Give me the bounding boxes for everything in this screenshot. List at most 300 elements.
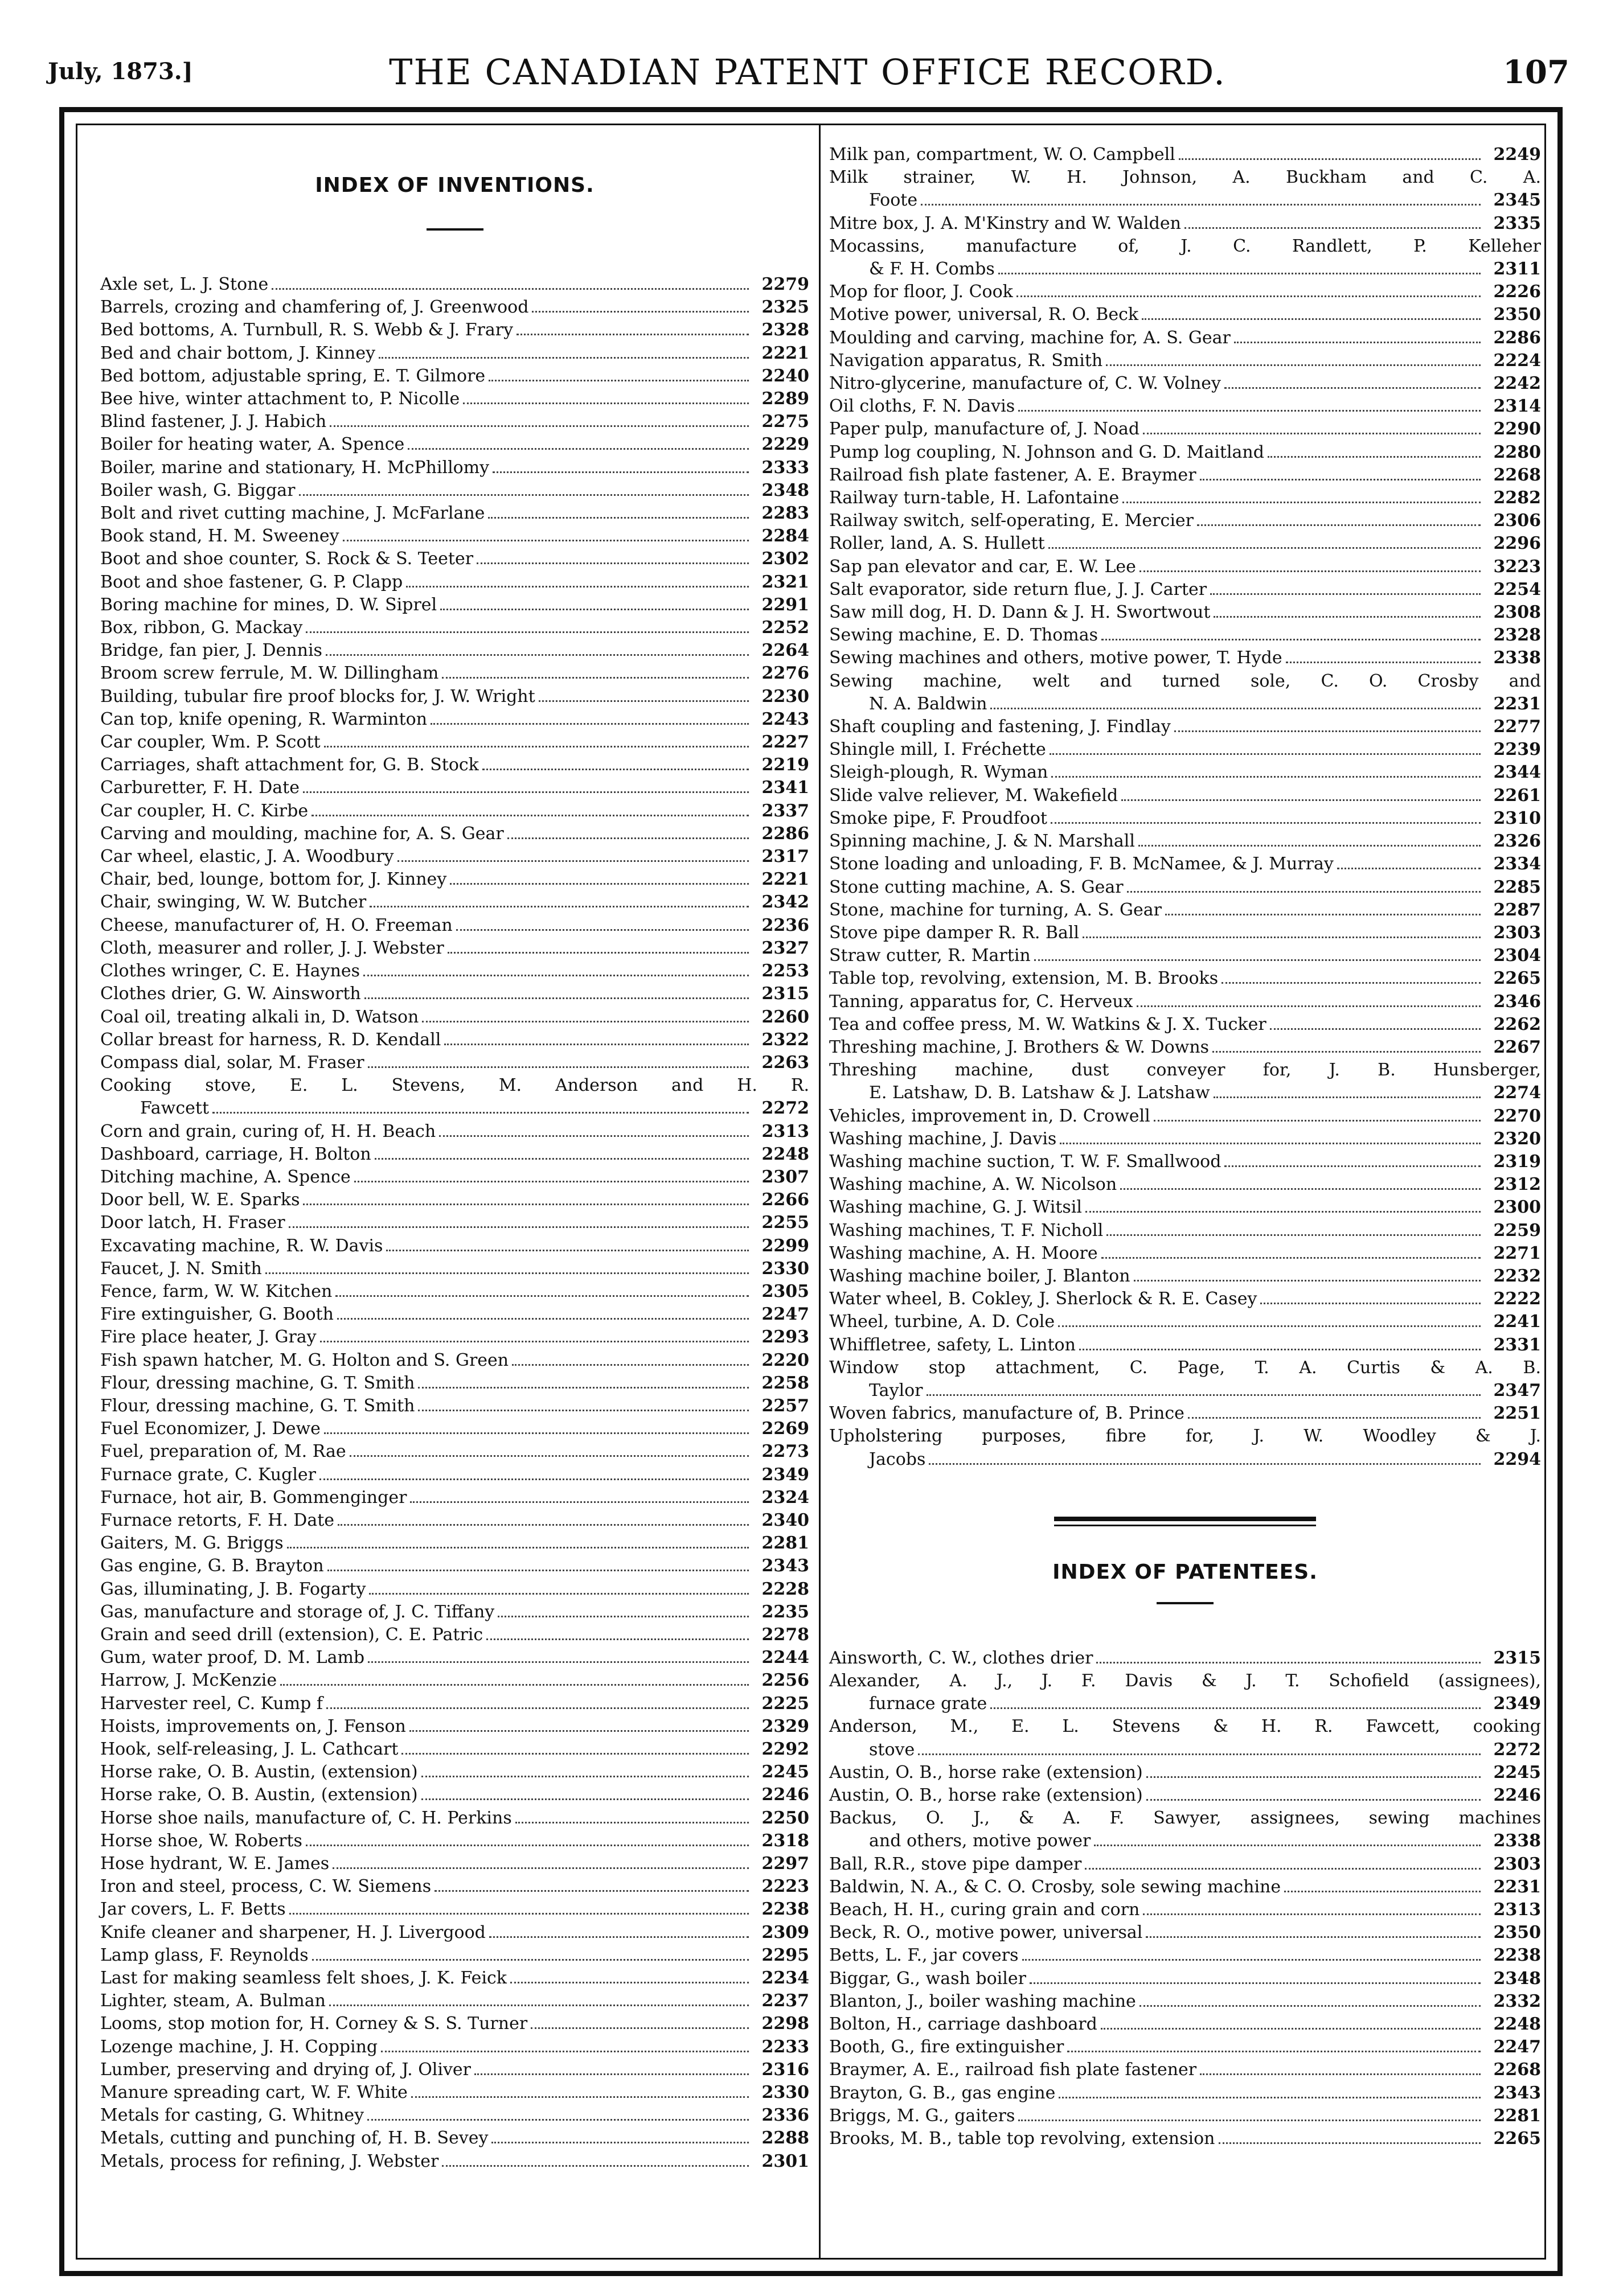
entry-line <box>829 1853 1541 1876</box>
entry-text: Boot and shoe counter, S. Rock & S. Teeter <box>100 549 474 569</box>
index-entry <box>829 738 1541 761</box>
dot-leader <box>440 609 749 610</box>
index-entry <box>829 1853 1541 1876</box>
dot-leader <box>1200 2073 1481 2075</box>
dot-leader <box>303 1204 749 1205</box>
entry-text: Metals, process for refining, J. Webster <box>100 2151 439 2171</box>
entry-line <box>100 2127 809 2150</box>
entry-line <box>829 372 1541 395</box>
index-entry <box>100 731 809 754</box>
entry-line <box>829 487 1541 510</box>
index-entry <box>829 510 1541 532</box>
patent-number: 2342 <box>761 892 809 913</box>
patent-number: 2280 <box>1493 442 1541 462</box>
entry-text: Milk pan, compartment, W. O. Campbell <box>829 145 1175 165</box>
patent-number: 2313 <box>1493 1900 1541 1920</box>
index-entry <box>100 1280 809 1303</box>
entry-line <box>100 937 809 960</box>
index-entry <box>100 1715 809 1738</box>
entry-text: Stone loading and unloading, F. B. McNamee, & J. Murray <box>829 854 1334 874</box>
entry-line <box>100 1761 809 1784</box>
index-entry <box>100 2104 809 2127</box>
dot-leader <box>1197 524 1481 526</box>
index-entry <box>829 1151 1541 1173</box>
entry-text: Milk strainer, W. H. Johnson, A. Buckham and C. A. <box>829 167 1541 188</box>
patent-number: 2293 <box>761 1327 809 1348</box>
index-entry <box>100 868 809 891</box>
entry-line <box>100 1006 809 1029</box>
index-entry <box>100 891 809 914</box>
patent-number: 2346 <box>1493 991 1541 1012</box>
index-entry <box>829 1647 1541 1670</box>
dot-leader <box>306 631 749 633</box>
dot-leader <box>1214 616 1481 618</box>
entry-text: Braymer, A. E., railroad fish plate fastener <box>829 2060 1197 2080</box>
dot-leader <box>1101 1257 1481 1259</box>
index-entry <box>100 1875 809 1898</box>
index-entry <box>100 1326 809 1349</box>
entry-line <box>100 1715 809 1738</box>
entry-text: Car wheel, elastic, J. A. Woodbury <box>100 847 394 867</box>
entry-line <box>829 2036 1541 2059</box>
patent-number: 2288 <box>761 2128 809 2149</box>
patent-number: 2265 <box>1493 2129 1541 2149</box>
entry-line <box>100 754 809 777</box>
index-entry <box>829 2127 1541 2150</box>
entry-text: Briggs, M. G., gaiters <box>829 2105 1015 2126</box>
entry-text: Stove pipe damper R. R. Ball <box>829 922 1080 943</box>
index-entry <box>100 1738 809 1761</box>
entry-text: Vehicles, improvement in, D. Crowell <box>829 1106 1150 1126</box>
entry-text: Washing machine suction, T. W. F. Smallwood <box>829 1151 1222 1172</box>
entry-text: Brooks, M. B., table top revolving, extension <box>829 2129 1215 2149</box>
dot-leader <box>410 1501 749 1503</box>
entry-text: Washing machine, A. H. Moore <box>829 1243 1098 1263</box>
entry-text: Lumber, preserving and drying of, J. Oliver <box>100 2059 472 2080</box>
entry-text: Anderson, M., E. L. Stevens & H. R. Fawcett, cooking <box>829 1716 1541 1737</box>
entry-text: Last for making seamless felt shoes, J. K. Feick <box>100 1968 507 1989</box>
entry-text: Water wheel, B. Cokley, J. Sherlock & R. E. Casey <box>829 1289 1257 1309</box>
entry-line <box>829 2105 1541 2127</box>
dot-leader <box>312 1959 749 1961</box>
page-number: 107 <box>1503 54 1569 91</box>
patent-number: 2224 <box>1493 350 1541 371</box>
patent-number: 2246 <box>761 1785 809 1805</box>
patent-number: 2237 <box>761 1991 809 2011</box>
entry-line <box>100 1372 809 1395</box>
patent-number: 2242 <box>1493 373 1541 394</box>
patent-number: 2221 <box>761 869 809 890</box>
entry-line <box>100 914 809 937</box>
entry-line <box>829 1968 1541 1990</box>
dot-leader <box>493 471 749 473</box>
entry-text: Fuel, preparation of, M. Rae <box>100 1441 346 1462</box>
entry-line <box>829 1311 1541 1333</box>
entry-line <box>829 1990 1541 2013</box>
dot-leader <box>1179 158 1481 160</box>
patent-number: 2301 <box>761 2151 809 2171</box>
patent-number: 2257 <box>761 1395 809 1416</box>
index-entry <box>100 2059 809 2081</box>
entry-text: Pump log coupling, N. Johnson and G. D. Maitland <box>829 442 1264 462</box>
patent-number: 2291 <box>761 594 809 615</box>
index-entry <box>100 1944 809 1967</box>
index-entry <box>100 1189 809 1211</box>
dot-leader <box>1138 845 1481 847</box>
dot-leader <box>1058 1325 1481 1327</box>
entry-text: Hook, self-releasing, J. L. Cathcart <box>100 1739 399 1759</box>
entry-text: Box, ribbon, G. Mackay <box>100 618 303 638</box>
dot-leader <box>367 2119 749 2121</box>
patent-number: 2282 <box>1493 488 1541 508</box>
entry-text: Boiler for heating water, A. Spence <box>100 434 405 455</box>
index-entry <box>100 1074 809 1120</box>
entry-continuation <box>829 1379 1541 1402</box>
entry-line <box>100 685 809 708</box>
patent-number: 2250 <box>761 1808 809 1828</box>
patent-number: 2222 <box>1493 1289 1541 1309</box>
entry-text: Jar covers, L. F. Betts <box>100 1899 286 1920</box>
dot-leader <box>329 2005 749 2006</box>
dot-leader <box>379 357 749 359</box>
patent-number: 2317 <box>761 847 809 867</box>
index-entry <box>829 830 1541 853</box>
patent-number: 2265 <box>1493 968 1541 989</box>
index-entry <box>100 1029 809 1052</box>
dot-leader <box>1106 364 1481 366</box>
patent-number: 2221 <box>761 343 809 363</box>
patent-number: 2349 <box>1493 1694 1541 1714</box>
entry-text: Faucet, J. N. Smith <box>100 1258 262 1279</box>
index-entry <box>100 662 809 685</box>
dot-leader <box>1079 1349 1481 1350</box>
index-entry <box>829 327 1541 350</box>
entry-line <box>829 738 1541 761</box>
patent-number: 2333 <box>761 457 809 478</box>
entry-line <box>829 1196 1541 1219</box>
index-entry <box>100 548 809 570</box>
entry-line <box>829 1242 1541 1265</box>
patent-number: 2324 <box>761 1487 809 1508</box>
index-entry <box>829 372 1541 395</box>
dot-leader <box>421 1798 749 1800</box>
entry-line <box>100 1601 809 1624</box>
entry-text: Dashboard, carriage, H. Bolton <box>100 1144 371 1164</box>
index-entry <box>829 166 1541 212</box>
patent-number: 2297 <box>761 1854 809 1874</box>
index-entry <box>100 1761 809 1784</box>
patent-number: 2274 <box>1493 1083 1541 1103</box>
index-of-patentees-title: INDEX OF PATENTEES. <box>1052 1560 1318 1584</box>
entry-line <box>829 212 1541 235</box>
patent-number: 2331 <box>1493 1334 1541 1355</box>
entry-line <box>829 1402 1541 1425</box>
patent-number: 2341 <box>761 778 809 798</box>
dot-leader <box>422 1021 749 1022</box>
entry-text: Shaft coupling and fastening, J. Findlay <box>829 717 1171 737</box>
right-column <box>829 125 1541 2150</box>
dot-leader <box>337 1318 749 1320</box>
index-entry <box>829 1265 1541 1288</box>
entry-text: Horse rake, O. B. Austin, (extension) <box>100 1762 418 1782</box>
entry-line <box>829 418 1541 441</box>
index-entry <box>100 1303 809 1326</box>
index-entry <box>829 556 1541 578</box>
patent-number: 2279 <box>761 274 809 294</box>
patent-number: 2245 <box>761 1762 809 1782</box>
entry-text: Harvester reel, C. Kump f <box>100 1693 323 1714</box>
dot-leader <box>1018 410 1481 412</box>
entry-text: Moulding and carving, machine for, A. S. Gear <box>829 327 1231 348</box>
entry-text: Lozenge machine, J. H. Copping <box>100 2036 378 2057</box>
entry-text: Boot and shoe fastener, G. P. Clapp <box>100 572 403 592</box>
index-entry <box>100 1120 809 1143</box>
dot-leader <box>1022 1959 1481 1961</box>
index-entry <box>829 1334 1541 1357</box>
entry-text: Salt evaporator, side return flue, J. J. Carter <box>829 579 1207 599</box>
dot-leader <box>327 1570 749 1571</box>
dot-leader <box>450 883 749 885</box>
patent-number: 2316 <box>761 2059 809 2080</box>
patent-number: 2245 <box>1493 1762 1541 1782</box>
entry-line <box>100 525 809 548</box>
entry-text: Carving and moulding, machine for, A. S. Gear <box>100 823 504 844</box>
entry-line <box>100 1029 809 1052</box>
entry-text: Sewing machine, E. D. Thomas <box>829 625 1098 646</box>
index-entry <box>100 479 809 502</box>
entry-line <box>100 1830 809 1853</box>
patent-number: 2332 <box>1493 1991 1541 2011</box>
index-entry <box>829 1196 1541 1219</box>
entry-text-continued: & F. H. Combs <box>869 259 995 280</box>
dot-leader <box>435 1890 749 1892</box>
dot-leader <box>370 906 749 907</box>
dot-leader <box>488 517 749 519</box>
patent-number: 2240 <box>761 365 809 386</box>
dot-leader <box>333 1867 749 1869</box>
dot-leader <box>369 1593 749 1595</box>
patent-number: 2335 <box>1493 213 1541 233</box>
entry-text: Boiler wash, G. Biggar <box>100 480 296 500</box>
dot-leader <box>1284 1891 1481 1892</box>
entry-line <box>100 1555 809 1578</box>
entry-text: Knife cleaner and sharpener, H. J. Livergood <box>100 1922 486 1942</box>
entry-text: Book stand, H. M. Sweeney <box>100 526 339 547</box>
entry-text: Furnace, hot air, B. Gommenginger <box>100 1487 407 1508</box>
index-entry <box>829 670 1541 716</box>
patent-number: 2347 <box>1493 1380 1541 1400</box>
entry-line <box>100 1211 809 1234</box>
entry-line <box>100 365 809 388</box>
patent-number: 2263 <box>761 1052 809 1073</box>
index-entry <box>100 457 809 479</box>
entry-text: Gum, water proof, D. M. Lamb <box>100 1648 365 1668</box>
entry-line <box>100 2036 809 2059</box>
entry-text: Flour, dressing machine, G. T. Smith <box>100 1395 415 1416</box>
dot-leader <box>1188 1417 1481 1419</box>
index-entry <box>100 639 809 662</box>
patent-number: 2239 <box>1493 740 1541 760</box>
entry-text: Metals for casting, G. Whitney <box>100 2105 364 2126</box>
index-entry <box>100 1532 809 1555</box>
entry-line <box>100 1052 809 1074</box>
entry-text: Broom screw ferrule, M. W. Dillingham <box>100 663 439 684</box>
entry-text: Corn and grain, curing of, H. H. Beach <box>100 1121 436 1141</box>
patent-number: 2272 <box>761 1098 809 1119</box>
entry-line <box>100 1395 809 1418</box>
patent-number: 2238 <box>1493 1945 1541 1966</box>
index-entry <box>100 960 809 983</box>
entry-line <box>829 395 1541 418</box>
index-entry <box>829 1242 1541 1265</box>
dot-leader <box>363 975 749 976</box>
entry-line <box>829 2059 1541 2081</box>
dot-leader <box>1034 959 1481 961</box>
dot-leader <box>212 1112 749 1114</box>
entry-continuation <box>829 189 1541 212</box>
patent-number: 2298 <box>761 2014 809 2034</box>
dot-leader <box>418 1410 749 1411</box>
entry-text: Gas, illuminating, J. B. Fogarty <box>100 1579 366 1599</box>
dot-leader <box>486 1638 749 1640</box>
dot-leader <box>326 1707 749 1709</box>
patent-number: 2292 <box>761 1739 809 1759</box>
dot-leader <box>1101 639 1481 640</box>
dot-leader <box>1222 982 1481 984</box>
index-entry <box>100 1898 809 1921</box>
entry-continuation <box>829 693 1541 716</box>
index-entry <box>829 1036 1541 1059</box>
entry-text: Harrow, J. McKenzie <box>100 1670 277 1691</box>
entry-line <box>829 1173 1541 1196</box>
patent-number: 2266 <box>761 1190 809 1210</box>
index-entry <box>829 303 1541 326</box>
entry-text: Austin, O. B., horse rake (extension) <box>829 1785 1143 1805</box>
patent-number: 2336 <box>761 2105 809 2126</box>
entry-text: Mocassins, manufacture of, J. C. Randlett, P. Kelleher <box>829 236 1541 256</box>
index-entry <box>829 464 1541 487</box>
dot-leader <box>1268 456 1481 458</box>
entry-text: Stone cutting machine, A. S. Gear <box>829 877 1124 897</box>
dot-leader <box>1286 662 1481 663</box>
patent-number: 2225 <box>761 1693 809 1714</box>
entry-line <box>829 1105 1541 1128</box>
patent-number: 2267 <box>1493 1037 1541 1057</box>
dot-leader <box>1224 387 1481 389</box>
index-entry <box>100 1395 809 1418</box>
entry-text: Railroad fish plate fastener, A. E. Braymer <box>829 465 1196 485</box>
entry-text: Coal oil, treating alkali in, D. Watson <box>100 1007 419 1027</box>
entry-text: Fence, farm, W. W. Kitchen <box>100 1281 333 1301</box>
index-of-inventions-title: INDEX OF INVENTIONS. <box>315 174 595 197</box>
entry-line <box>829 716 1541 738</box>
index-entry <box>100 754 809 777</box>
entry-text: Bed bottom, adjustable spring, E. T. Gilmore <box>100 365 486 386</box>
dot-leader <box>354 1181 749 1182</box>
patent-number: 2287 <box>1493 899 1541 920</box>
entry-line <box>100 662 809 685</box>
entry-text: Whiffletree, safety, L. Linton <box>829 1334 1076 1355</box>
patent-number: 2275 <box>761 412 809 432</box>
patent-number: 2232 <box>1493 1266 1541 1286</box>
dot-leader <box>289 1913 749 1915</box>
patent-number: 2295 <box>761 1945 809 1965</box>
patent-number: 2231 <box>1493 693 1541 714</box>
inventions-list-right <box>829 143 1541 1471</box>
index-entry <box>829 1357 1541 1402</box>
entry-text: Threshing machine, J. Brothers & W. Downs <box>829 1037 1210 1057</box>
entry-line <box>100 708 809 731</box>
index-entry <box>829 143 1541 166</box>
issue-date: July, 1873.] <box>48 58 193 85</box>
entry-text-continued: and others, motive power <box>869 1831 1091 1851</box>
dot-leader <box>1139 2005 1481 2007</box>
index-entry <box>829 1715 1541 1761</box>
index-entry <box>829 1990 1541 2013</box>
entry-text: Booth, G., fire extinguisher <box>829 2037 1064 2057</box>
patent-number: 2325 <box>761 297 809 318</box>
dot-leader <box>456 929 749 931</box>
dot-leader <box>482 769 749 770</box>
dot-leader <box>287 1547 749 1549</box>
index-entry <box>100 1555 809 1578</box>
index-entry <box>100 388 809 410</box>
entry-line <box>100 2150 809 2173</box>
patent-number: 2289 <box>761 389 809 409</box>
index-entry <box>829 1899 1541 1921</box>
dot-leader <box>507 837 749 839</box>
index-entry <box>100 2127 809 2150</box>
index-entry <box>829 761 1541 784</box>
entry-text: Beck, R. O., motive power, universal <box>829 1923 1143 1943</box>
entry-text: Bed and chair bottom, J. Kinney <box>100 343 376 363</box>
entry-text: Tanning, apparatus for, C. Herveux <box>829 991 1133 1012</box>
entry-text: Manure spreading cart, W. F. White <box>100 2083 408 2103</box>
index-entry <box>100 708 809 731</box>
index-entry <box>100 1669 809 1692</box>
dot-leader <box>324 1432 749 1434</box>
patent-number: 2248 <box>761 1144 809 1164</box>
index-entry <box>100 1143 809 1166</box>
index-entry <box>829 2059 1541 2081</box>
index-entry <box>829 1670 1541 1715</box>
index-entry <box>100 502 809 525</box>
entry-text: Fire place heater, J. Gray <box>100 1327 317 1348</box>
entry-line <box>829 143 1541 166</box>
index-entry <box>100 1853 809 1875</box>
entry-text: Horse rake, O. B. Austin, (extension) <box>100 1785 418 1805</box>
patent-number: 2254 <box>1493 579 1541 599</box>
dot-leader <box>1154 1120 1481 1122</box>
index-entry <box>100 410 809 433</box>
index-entry <box>100 296 809 319</box>
inventions-list-left <box>100 273 809 2173</box>
dot-leader <box>1210 593 1481 595</box>
entry-line <box>100 548 809 570</box>
entry-line <box>829 2082 1541 2105</box>
entry-line <box>829 1151 1541 1173</box>
patent-number: 2319 <box>1493 1151 1541 1172</box>
entry-line <box>100 410 809 433</box>
dot-leader <box>401 1753 749 1755</box>
patent-number: 2303 <box>1493 922 1541 943</box>
patent-number: 2234 <box>761 1968 809 1989</box>
index-entry <box>100 2036 809 2059</box>
entry-text-continued: stove <box>869 1739 915 1760</box>
entry-text-continued: Fawcett <box>140 1098 210 1119</box>
patent-number: 2340 <box>761 1510 809 1530</box>
patent-number: 2233 <box>761 2036 809 2057</box>
